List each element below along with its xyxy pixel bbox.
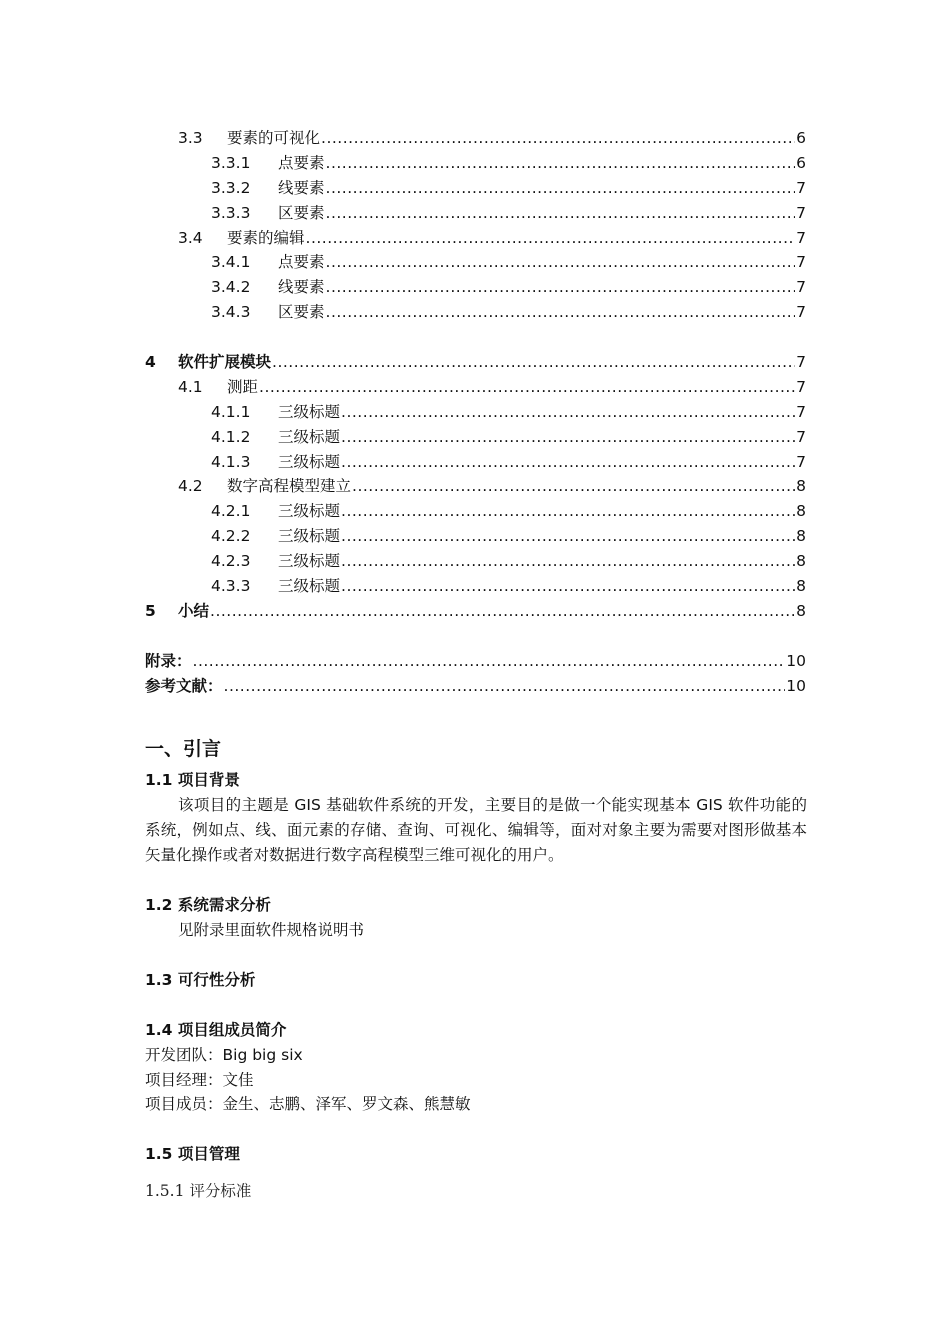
toc-page-number: 6	[796, 153, 806, 172]
toc-page-number: 8	[796, 601, 806, 620]
toc-entry[interactable]	[145, 674, 806, 699]
toc-dot-leader	[341, 400, 795, 425]
toc-entry[interactable]	[145, 524, 806, 549]
toc-page-number: 7	[796, 377, 806, 396]
project-manager-line: 项目经理：文佳	[145, 1070, 254, 1089]
toc-entry-label: 点要素	[278, 253, 325, 272]
toc-dot-leader	[210, 599, 795, 624]
toc-entry[interactable]	[145, 425, 806, 450]
toc-entry-number: 4.2.1	[211, 502, 251, 521]
toc-entry-label: 三级标题	[278, 502, 341, 521]
toc-dot-leader	[326, 275, 796, 300]
heading-scoring-criteria: 1.5.1 评分标准	[145, 1182, 252, 1201]
paragraph-project-background: 该项目的主题是 GIS 基础软件系统的开发，主要目的是做一个能实现基本 GIS 软件功能的系统，例如点、线、面元素的存储、查询、可视化、编辑等，面对对象主要为需要对图形做基本矢量化操作或者对数据进行数字高程模型三维可视化的用户。	[145, 796, 807, 864]
toc-page-number: 8	[796, 577, 806, 596]
toc-entry-label: 软件扩展模块	[178, 353, 272, 372]
toc-entry-number: 4.1.3	[211, 452, 251, 471]
toc-dot-leader	[326, 176, 796, 201]
toc-dot-leader	[306, 226, 796, 251]
toc-entry-number: 4.3.3	[211, 577, 251, 596]
toc-page-number: 10	[786, 651, 806, 670]
toc-entry-number: 3.3	[178, 129, 203, 147]
paragraph-requirements: 见附录里面软件规格说明书	[178, 920, 365, 939]
toc-dot-leader	[341, 524, 795, 549]
heading-team-members: 1.4 项目组成员简介	[145, 1020, 287, 1039]
toc-entry-number: 4.1.2	[211, 427, 251, 446]
toc-entry[interactable]	[145, 300, 806, 325]
toc-entry-label: 数字高程模型建立	[227, 477, 352, 496]
heading-feasibility-analysis: 1.3 可行性分析	[145, 970, 256, 989]
toc-dot-leader	[326, 250, 796, 275]
toc-dot-leader	[259, 375, 795, 400]
heading-project-background: 1.1 项目背景	[145, 771, 240, 789]
toc-page-number: 7	[796, 203, 806, 222]
toc-page-number: 10	[786, 676, 806, 695]
toc-entry-label: 参考文献：	[145, 676, 223, 695]
toc-dot-leader	[326, 151, 796, 176]
toc-entry[interactable]	[145, 126, 806, 151]
toc-entry-label: 区要素	[278, 203, 325, 222]
document-body	[145, 730, 807, 1204]
toc-dot-leader	[352, 474, 795, 499]
heading-project-management: 1.5 项目管理	[145, 1145, 240, 1164]
toc-entry-label: 要素的编辑	[227, 228, 305, 247]
toc-page-number: 8	[796, 552, 806, 571]
toc-dot-leader	[224, 674, 786, 699]
toc-page-number: 7	[796, 452, 806, 471]
toc-dot-leader	[341, 425, 795, 450]
toc-page-number: 8	[796, 502, 806, 521]
toc-entry-number: 4.2	[178, 477, 203, 496]
toc-page-number: 8	[796, 477, 806, 496]
toc-entry-label: 小结	[178, 601, 210, 620]
toc-entry[interactable]	[145, 151, 806, 176]
toc-page-number: 7	[796, 353, 806, 372]
toc-entry-label: 三级标题	[278, 452, 341, 471]
toc-dot-leader	[321, 126, 795, 151]
toc-dot-leader	[193, 649, 786, 674]
toc-entry[interactable]	[145, 400, 806, 425]
toc-entry-number: 3.3.1	[211, 153, 251, 172]
toc-page-number: 7	[796, 253, 806, 272]
toc-page-number: 7	[796, 278, 806, 297]
toc-entry[interactable]	[145, 375, 806, 400]
toc-entry-label: 线要素	[278, 278, 325, 297]
toc-dot-leader	[272, 350, 795, 375]
toc-entry[interactable]	[145, 499, 806, 524]
toc-page-number: 7	[796, 402, 806, 421]
toc-entry[interactable]	[145, 574, 806, 599]
toc-entry-label: 点要素	[278, 153, 325, 172]
toc-dot-leader	[326, 201, 796, 226]
toc-entry-label: 附录：	[145, 651, 192, 670]
toc-entry[interactable]	[145, 649, 806, 674]
toc-entry[interactable]	[145, 176, 806, 201]
toc-page-number: 6	[796, 129, 806, 147]
toc-entry[interactable]	[145, 350, 806, 375]
table-of-contents	[145, 126, 806, 698]
toc-entry[interactable]	[145, 474, 806, 499]
toc-entry[interactable]	[145, 450, 806, 475]
toc-entry-number: 4.2.2	[211, 527, 251, 546]
toc-page-number: 8	[796, 527, 806, 546]
toc-entry-label: 区要素	[278, 303, 325, 322]
toc-entry-number: 3.3.2	[211, 178, 251, 197]
toc-entry-label: 三级标题	[278, 402, 341, 421]
toc-dot-leader	[326, 300, 796, 325]
toc-page-number: 7	[796, 178, 806, 197]
toc-entry[interactable]	[145, 250, 806, 275]
toc-entry-label: 三级标题	[278, 577, 341, 596]
toc-entry-number: 3.4.1	[211, 253, 251, 272]
toc-entry-label: 三级标题	[278, 527, 341, 546]
toc-dot-leader	[341, 499, 795, 524]
toc-entry-number: 4.1.1	[211, 402, 251, 421]
toc-entry-number: 3.4	[178, 228, 203, 247]
toc-dot-leader	[341, 450, 795, 475]
toc-entry[interactable]	[145, 226, 806, 251]
toc-entry-number: 3.4.2	[211, 278, 251, 297]
toc-page-number: 7	[796, 303, 806, 322]
toc-entry-number: 4	[145, 353, 156, 372]
toc-entry-number: 4.2.3	[211, 552, 251, 571]
heading-requirements-analysis: 1.2 系统需求分析	[145, 895, 271, 914]
toc-page-number: 7	[796, 228, 806, 247]
section-heading-introduction: 一、引言	[145, 738, 222, 760]
toc-entry[interactable]	[145, 599, 806, 624]
toc-entry[interactable]	[145, 201, 806, 226]
toc-entry-label: 三级标题	[278, 552, 341, 571]
toc-entry[interactable]	[145, 549, 806, 574]
toc-entry-number: 5	[145, 601, 156, 620]
toc-entry-number: 3.4.3	[211, 303, 251, 322]
toc-entry[interactable]	[145, 275, 806, 300]
toc-entry-label: 要素的可视化	[227, 129, 321, 147]
toc-entry-label: 线要素	[278, 178, 325, 197]
toc-dot-leader	[341, 549, 795, 574]
team-name-line: 开发团队：Big big six	[145, 1045, 303, 1064]
toc-entry-label: 测距	[227, 377, 259, 396]
toc-entry-label: 三级标题	[278, 427, 341, 446]
toc-entry-number: 3.3.3	[211, 203, 251, 222]
project-members-line: 项目成员：金生、志鹏、泽军、罗文森、熊慧敏	[145, 1095, 471, 1114]
toc-dot-leader	[341, 574, 795, 599]
toc-page-number: 7	[796, 427, 806, 446]
toc-entry-number: 4.1	[178, 377, 203, 396]
